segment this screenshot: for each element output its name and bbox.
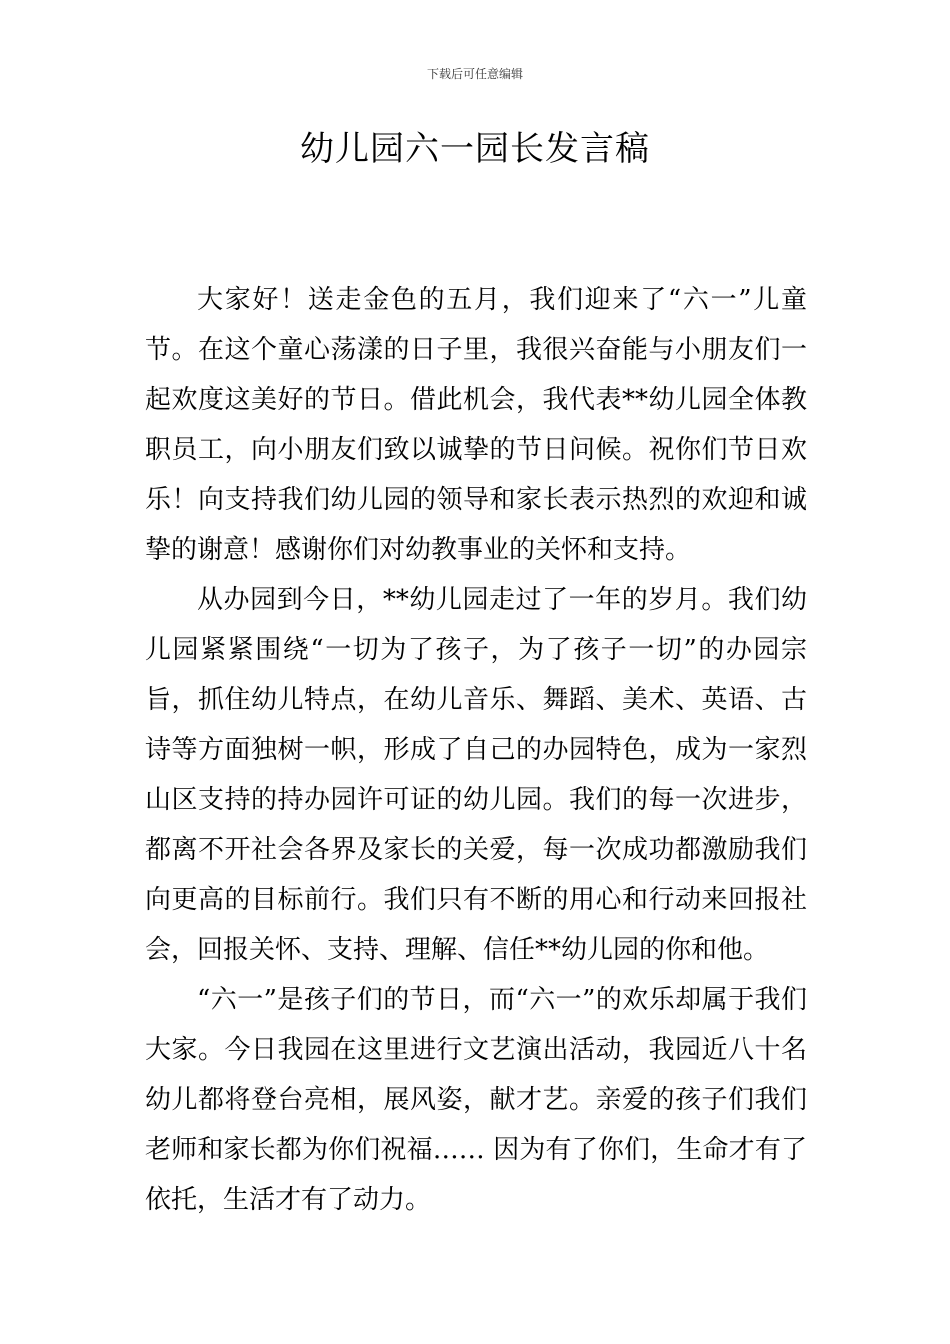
- document-title: 幼儿园六一园长发言稿: [300, 129, 650, 169]
- paragraph-3: “六一”是孩子们的节日，而“六一”的欢乐却属于我们大家。今日我园在这里进行文艺演出活动，我园近八十名幼儿都将登台亮相，展风姿，献才艺。亲爱的孩子们我们老师和家长都为你们祝福…… 因为有了你们，生命才有了依托，生活才有了动力。: [145, 985, 807, 1215]
- paragraph-2: 从办园到今日，**幼儿园走过了一年的岁月。我们幼儿园紧紧围绕“一切为了孩子，为了孩子一切”的办园宗旨，抓住幼儿特点，在幼儿音乐、舞蹈、美术、英语、古诗等方面独树一帜，形成了自己的办园特色，成为一家烈山区支持的持办园许可证的幼儿园。我们的每一次进步，都离不开社会各界及家长的关爱，每一次成功都激励我们向更高的目标前行。我们只有不断的用心和行动来回报社会，回报关怀、支持、理解、信任**幼儿园的你和他。: [145, 585, 807, 965]
- header-note: 下载后可任意编辑: [426, 67, 523, 81]
- document-body: [145, 275, 807, 1225]
- paragraph-1: 大家好！送走金色的五月，我们迎来了“六一”儿童节。在这个童心荡漾的日子里，我很兴奋能与小朋友们一起欢度这美好的节日。借此机会，我代表**幼儿园全体教职员工，向小朋友们致以诚挚的节日问候。祝你们节日欢乐！向支持我们幼儿园的领导和家长表示热烈的欢迎和诚挚的谢意！感谢你们对幼教事业的关怀和支持。: [145, 285, 807, 565]
